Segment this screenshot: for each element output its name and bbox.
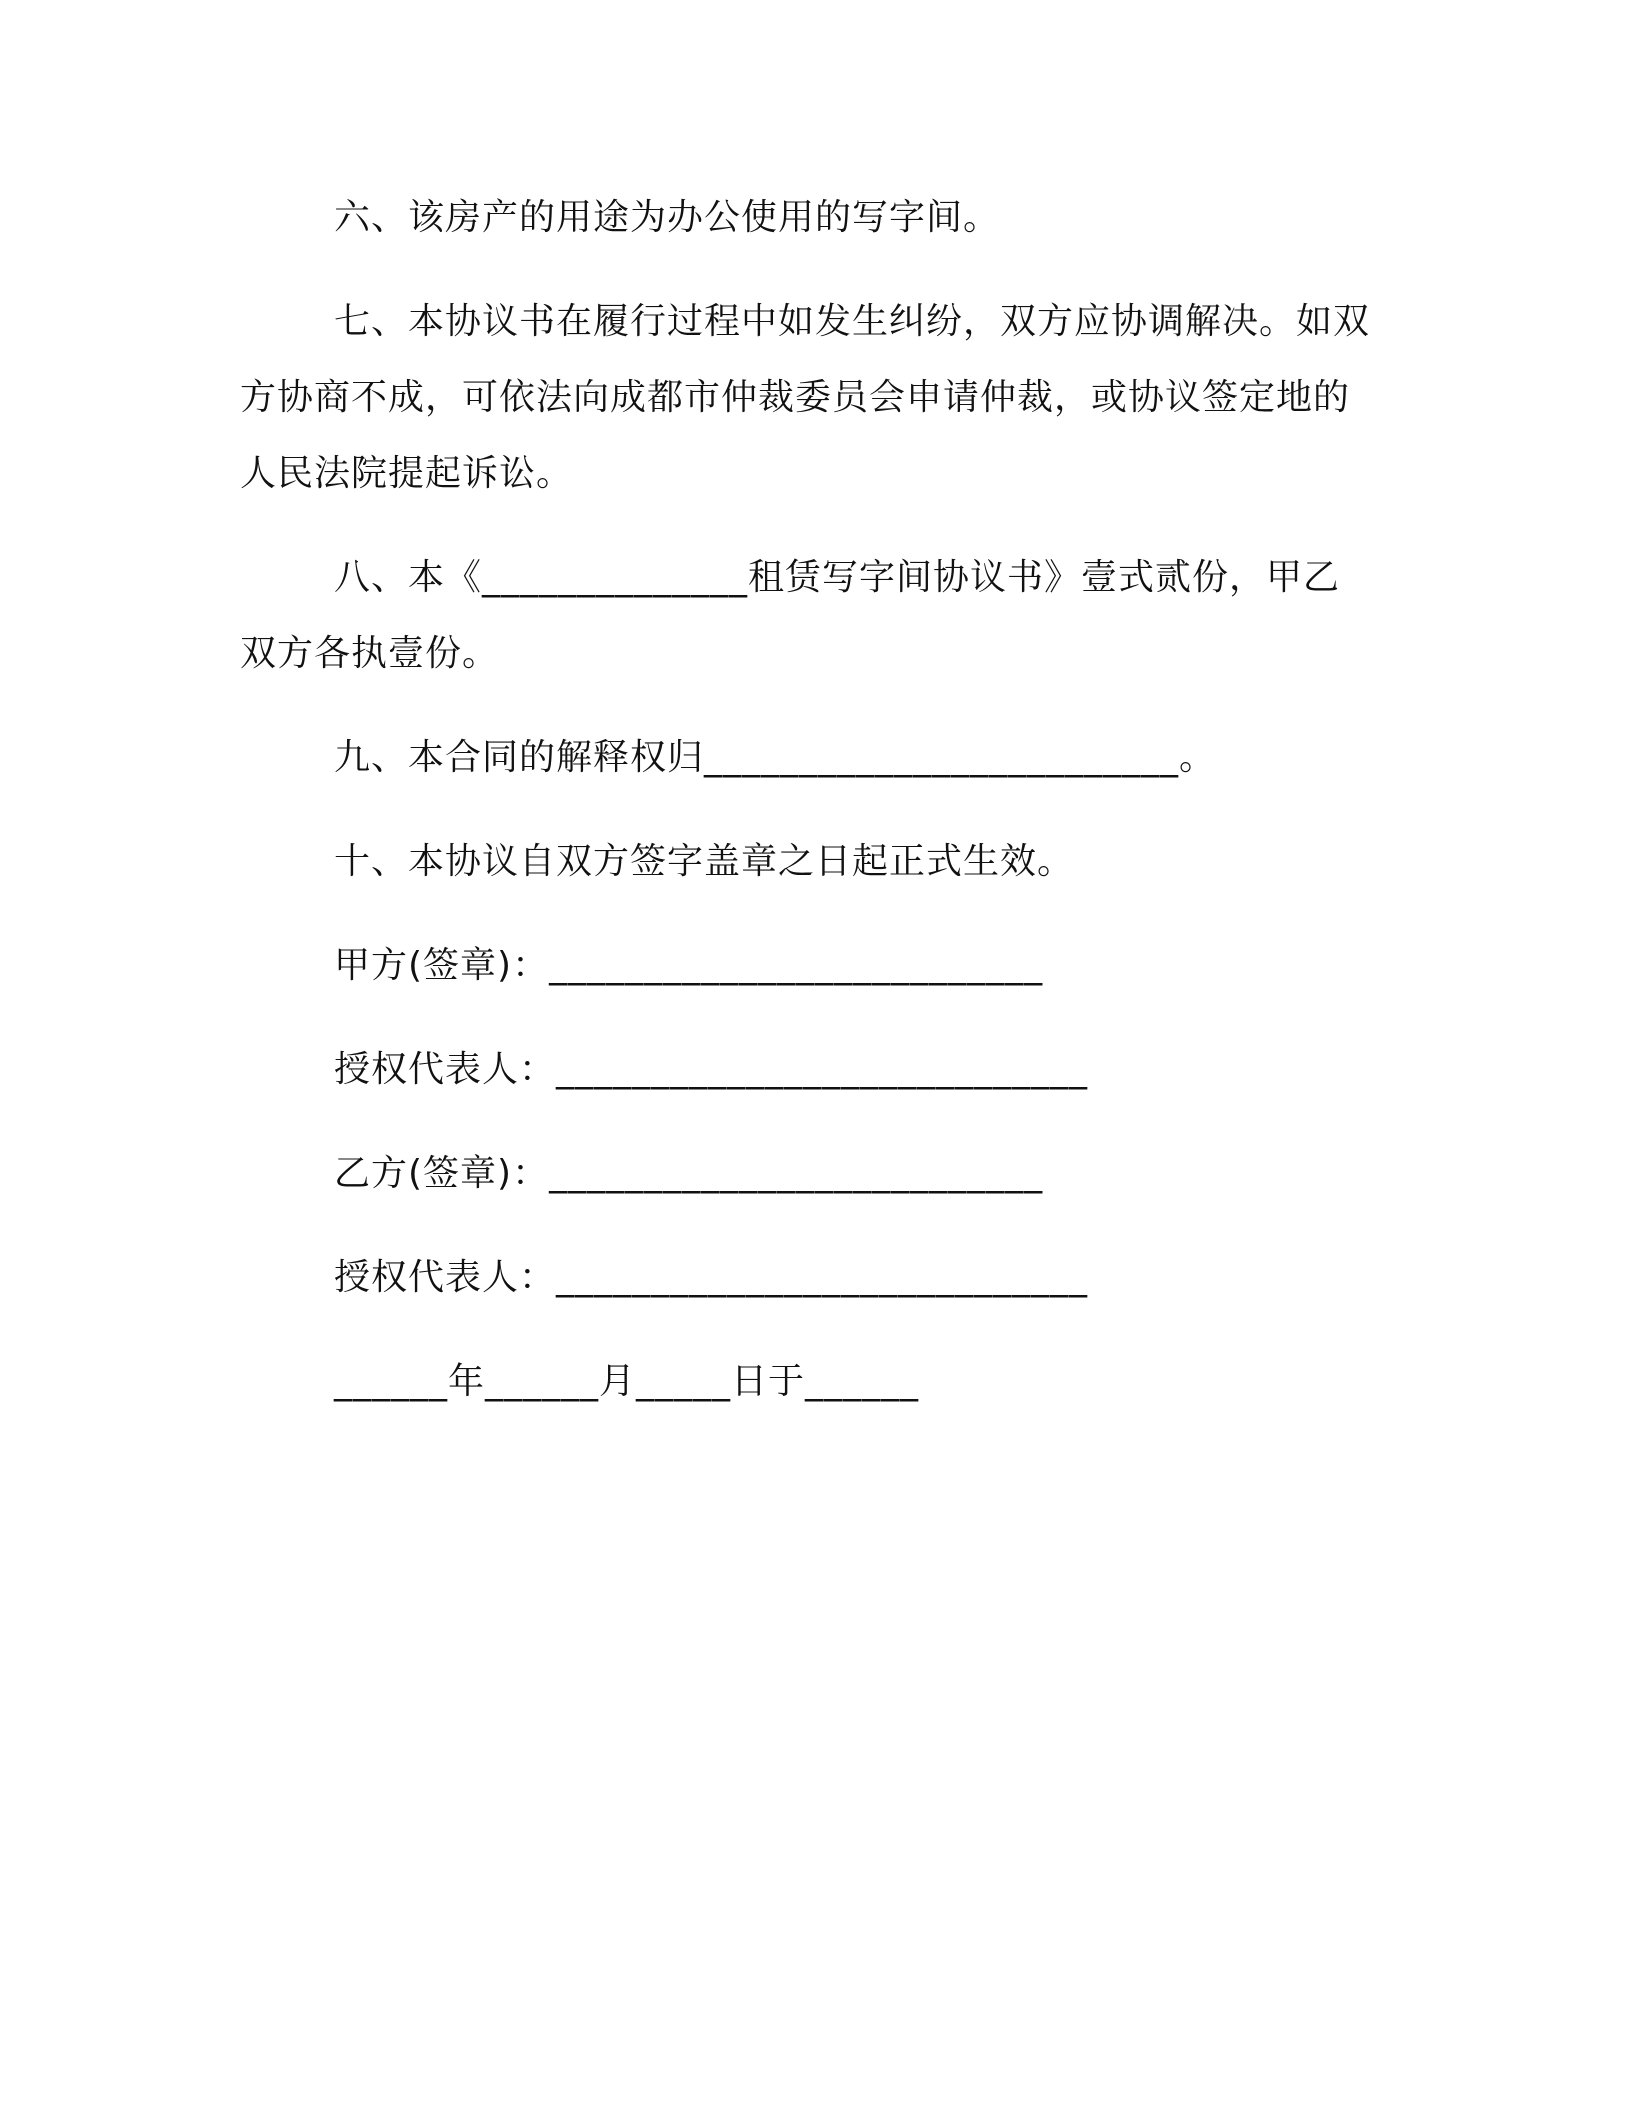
clause-seven-line-1: 七、本协议书在履行过程中如发生纠纷，双方应协调解决。如双 [334,301,1371,342]
signature-party-a-representative: 授权代表人：____________________________ [334,1049,1089,1090]
clause-seven-line-2: 方协商不成，可依法向成都市仲裁委员会申请仲裁，或协议签定地的 [240,377,1351,418]
clause-ten: 十、本协议自双方签字盖章之日起正式生效。 [334,841,1075,882]
signature-party-b: 乙方(签章)：__________________________ [334,1153,1044,1194]
clause-seven-line-3: 人民法院提起诉讼。 [240,453,574,494]
clause-eight-line-1: 八、本《______________租赁写字间协议书》壹式贰份，甲乙 [334,557,1341,598]
clause-nine: 九、本合同的解释权归_________________________。 [334,737,1217,778]
clause-eight-line-2: 双方各执壹份。 [240,633,500,674]
signature-party-a: 甲方(签章)：__________________________ [334,945,1044,986]
signature-party-b-representative: 授权代表人：____________________________ [334,1257,1089,1298]
signing-date-line: ______年______月_____日于______ [334,1361,919,1402]
clause-six: 六、该房产的用途为办公使用的写字间。 [334,197,1001,238]
